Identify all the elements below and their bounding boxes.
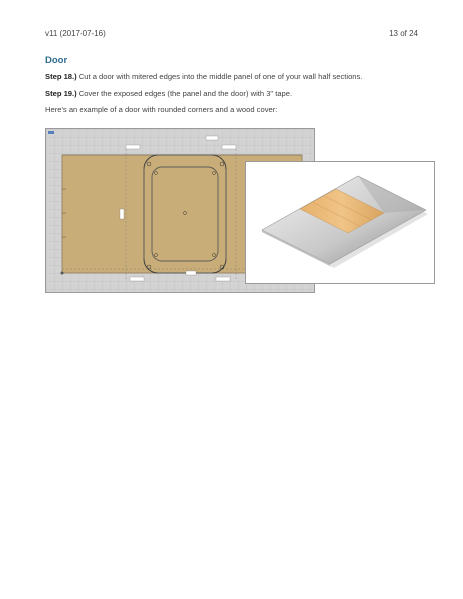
step-18 <box>45 72 362 81</box>
step-19 <box>45 89 292 98</box>
header-page-number: 13 of 24 <box>389 29 418 38</box>
door-photo-figure <box>245 161 435 284</box>
header-version: v11 (2017-07-16) <box>45 29 106 38</box>
step-19-label: Step 19.) <box>45 89 77 98</box>
step-19-text: Cover the exposed edges (the panel and the door) with 3" tape. <box>76 89 293 98</box>
step-18-label: Step 18.) <box>45 72 77 81</box>
step-18-text: Cut a door with mitered edges into the middle panel of one of your wall half sections. <box>76 72 363 81</box>
section-title: Door <box>45 55 68 66</box>
foam-board-wood-cover-icon <box>246 162 434 283</box>
figure-caption: Here's an example of a door with rounded corners and a wood cover: <box>45 105 278 114</box>
